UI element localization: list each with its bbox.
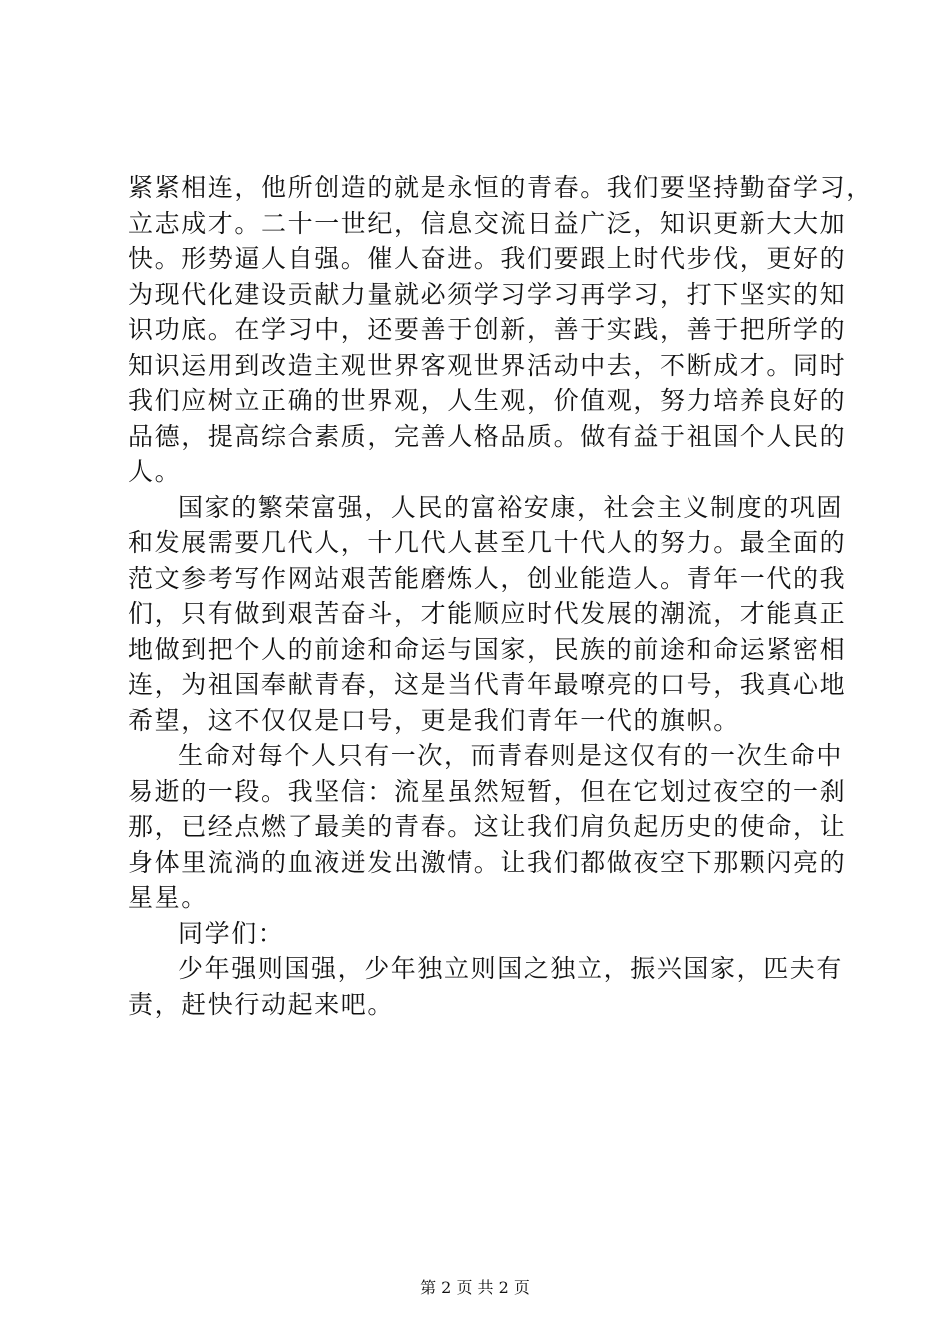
text-line: 责，赶快行动起来吧。 bbox=[128, 989, 395, 1019]
text-line: 身体里流淌的血液迸发出激情。让我们都做夜空下那颗闪亮的 bbox=[128, 847, 847, 877]
paragraph-first-line: 生命对每个人只有一次，而青春则是这仅有的一次生命中 bbox=[178, 741, 844, 770]
text-line: 易逝的一段。我坚信：流星虽然短暂，但在它划过夜空的一刹 bbox=[128, 776, 847, 806]
text-line: 紧紧相连，他所创造的就是永恒的青春。我们要坚持勤奋学习， bbox=[128, 173, 873, 202]
text-line: 和发展需要几代人，十几代人甚至几十代人的努力。最全面的 bbox=[128, 528, 847, 557]
text-line: 知识运用到改造主观世界客观世界活动中去，不断成才。同时 bbox=[128, 350, 847, 380]
text-line: 为现代化建设贡献力量就必须学习学习再学习，打下坚实的知 bbox=[128, 279, 847, 309]
text-line: 品德，提高综合素质，完善人格品质。做有益于祖国个人民的 bbox=[128, 421, 847, 451]
text-line: 人。 bbox=[128, 457, 182, 486]
text-line: 立志成才。二十一世纪，信息交流日益广泛，知识更新大大加 bbox=[128, 208, 847, 238]
document-body bbox=[128, 170, 873, 1022]
text-line: 地做到把个人的前途和命运与国家，民族的前途和命运紧密相 bbox=[128, 634, 847, 664]
text-line: 识功底。在学习中，还要善于创新，善于实践，善于把所学的 bbox=[128, 315, 847, 344]
text-line: 范文参考写作网站艰苦能磨炼人，创业能造人。青年一代的我 bbox=[128, 563, 847, 593]
salutation-line: 同学们： bbox=[178, 918, 285, 948]
text-line: 那，已经点燃了最美的青春。这让我们肩负起历史的使命，让 bbox=[128, 812, 847, 841]
text-line: 快。形势逼人自强。催人奋进。我们要跟上时代步伐，更好的 bbox=[128, 244, 847, 273]
text-line: 我们应树立正确的世界观，人生观，价值观，努力培养良好的 bbox=[128, 386, 847, 415]
text-line: 们，只有做到艰苦奋斗，才能顺应时代发展的潮流，才能真正 bbox=[128, 599, 847, 628]
page-number-footer: 第 2 页 共 2 页 bbox=[420, 1278, 530, 1297]
paragraph-first-line: 国家的繁荣富强，人民的富裕安康，社会主义制度的巩固 bbox=[178, 492, 844, 522]
text-line: 星星。 bbox=[128, 883, 208, 912]
text-line: 连，为祖国奉献青春，这是当代青年最嘹亮的口号，我真心地 bbox=[128, 670, 847, 699]
paragraph-first-line: 少年强则国强，少年独立则国之独立，振兴国家，匹夫有 bbox=[178, 954, 844, 983]
text-line: 希望，这不仅仅是口号，更是我们青年一代的旗帜。 bbox=[128, 705, 740, 735]
